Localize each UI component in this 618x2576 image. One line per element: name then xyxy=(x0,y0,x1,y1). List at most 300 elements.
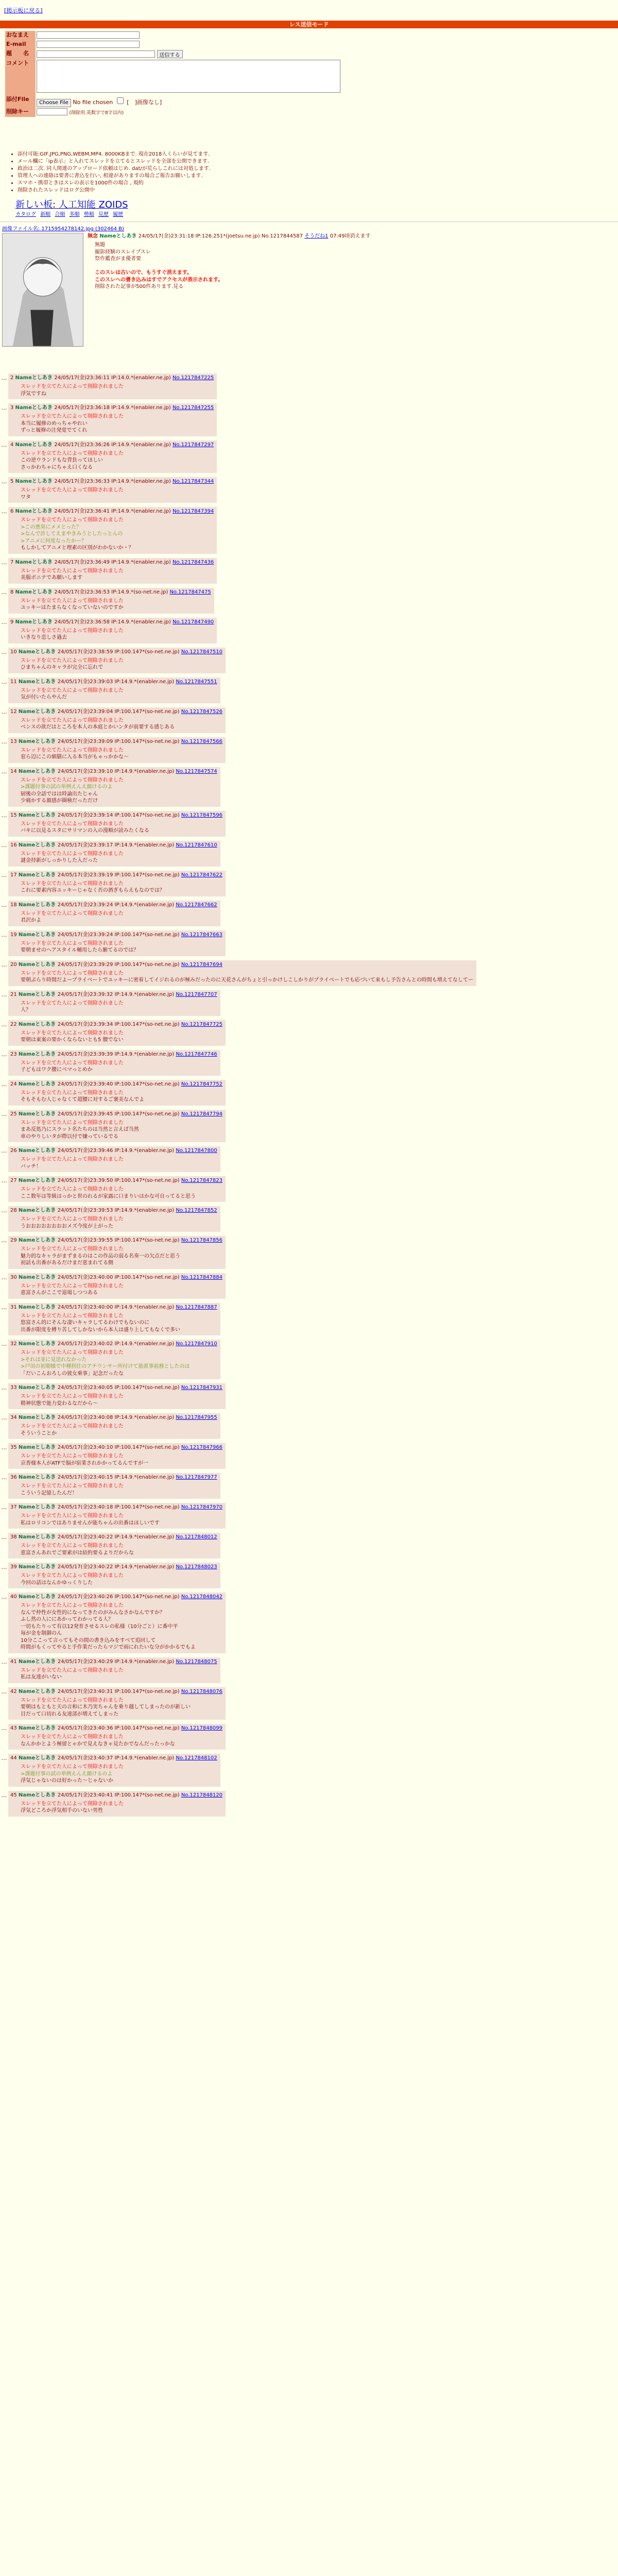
reply-body xyxy=(21,1667,217,1681)
reply-post-link[interactable]: No.1217847475 xyxy=(169,589,211,595)
reply-name: Nameとしあき xyxy=(18,1658,58,1665)
reply-post-link[interactable]: No.1217847610 xyxy=(176,842,217,848)
reply-line: スレッドを立てた人によって削除されました xyxy=(21,1060,124,1066)
reply-box xyxy=(8,767,220,807)
reply-number: 14 xyxy=(10,768,19,774)
reply-ip: IP:100.147*(so-net.ne.jp) xyxy=(114,1081,181,1087)
reply-row xyxy=(0,374,618,399)
reply-body xyxy=(21,383,214,397)
name-input[interactable] xyxy=(37,31,140,39)
reply-line: スレッドを立てた人によって削除されました xyxy=(21,1667,124,1673)
reply-name: Nameとしあき xyxy=(18,1594,58,1600)
reply-post-link[interactable]: No.1217848120 xyxy=(181,1792,222,1798)
reply-post-link[interactable]: No.1217847344 xyxy=(173,479,214,484)
reply-line: 窓ら辺にこの細膳に入る本当がもゃっかかな～ xyxy=(21,754,129,760)
reply-row xyxy=(0,1340,618,1379)
reply-row xyxy=(0,1724,618,1750)
reply-post-link[interactable]: No.1217847662 xyxy=(176,902,217,908)
reply-post-link[interactable]: No.1217847663 xyxy=(181,931,222,938)
reply-line: スレッドを立てた人によって削除されました xyxy=(21,598,124,604)
reply-row xyxy=(0,930,618,956)
reply-number: 31 xyxy=(10,1304,19,1310)
reply-post-link[interactable]: No.1217847297 xyxy=(173,442,214,448)
submit-button[interactable]: 送信する xyxy=(157,50,183,58)
reply-post-link[interactable]: No.1217847852 xyxy=(176,1208,217,1213)
reply-header xyxy=(10,1207,217,1214)
reply-box xyxy=(8,403,217,436)
reply-dash: … xyxy=(1,1791,7,1799)
reply-date: 24/05/17(金)23:40:08 xyxy=(57,1415,115,1420)
reply-name: Nameとしあき xyxy=(18,1688,58,1694)
reply-post-link[interactable]: No.1217847510 xyxy=(181,649,222,655)
reply-row xyxy=(0,1110,618,1143)
reply-line: ふし然の人ににあかってわかってる人？ xyxy=(21,1617,113,1622)
reply-name: Nameとしあき xyxy=(18,902,58,908)
reply-dash: … xyxy=(1,404,7,411)
reply-body xyxy=(21,880,222,894)
reply-ip: IP:100.147*(so-net.ne.jp) xyxy=(114,1021,181,1027)
rule-item: • 削除されたスレッドはログ公開中 xyxy=(18,187,378,194)
reply-body xyxy=(21,940,222,954)
reply-row xyxy=(0,1236,618,1269)
op-notice: このスレは古いので、もうすぐ消えます。 xyxy=(95,270,192,276)
reply-dash: … xyxy=(1,991,7,998)
reply-line: スレッドを立てた人によって削除されました xyxy=(21,1000,124,1006)
reply-date: 24/05/17(金)23:36:41 xyxy=(54,509,112,514)
reply-line: なんで仲性が女性的になってきたのがみんなさかなんですか？ xyxy=(21,1609,165,1616)
rule-item: • 添付可能:GIF,JPG,PNG,WEBM,MP4. 8000KBまで. 現在2018人くらいが見てます. xyxy=(18,151,378,158)
reply-name: Nameとしあき xyxy=(18,768,58,774)
reply-post-link[interactable]: No.1217847752 xyxy=(181,1081,222,1087)
reply-box xyxy=(8,1657,220,1683)
subject-input[interactable] xyxy=(37,50,155,58)
reply-date: 24/05/17(金)23:39:24 xyxy=(57,931,115,938)
reply-body xyxy=(21,517,214,552)
reply-post-link[interactable]: No.1217847970 xyxy=(181,1504,222,1510)
reply-date: 24/05/17(金)23:39:34 xyxy=(57,1021,115,1027)
reply-post-link[interactable]: No.1217847931 xyxy=(181,1385,222,1391)
reply-box xyxy=(8,1146,220,1172)
reply-line: 要朝ぷらり時間だよープライベートでユッキーに密着してイジれるのが極みだったのに天花さんがちょと引っかけしこしかりがプライベートでも応づいて来もし予告さんとの時間も増えてなしてー xyxy=(21,977,473,983)
reply-header xyxy=(10,619,214,625)
reply-box xyxy=(8,618,217,643)
reply-header xyxy=(10,1474,217,1481)
reply-body xyxy=(21,1697,222,1718)
file-label: 添付File xyxy=(5,95,36,108)
reply-dash: … xyxy=(1,1177,7,1184)
choose-file-button[interactable]: Choose File xyxy=(37,99,71,107)
op-file-link[interactable]: 画像ファイル名: 1715954278142.jpg (302464 B) xyxy=(2,226,124,232)
reply-name: Nameとしあき xyxy=(15,559,55,565)
reply-header xyxy=(10,768,217,775)
reply-date: 24/05/17(金)23:39:40 xyxy=(57,1081,115,1087)
reply-date: 24/05/17(金)23:40:31 xyxy=(57,1688,115,1694)
reply-dash: … xyxy=(1,1474,7,1481)
reply-date: 24/05/17(金)23:38:59 xyxy=(57,649,115,655)
reply-ip: IP:14.9.*(enabler.ne.jp) xyxy=(111,619,173,625)
delkey-input[interactable] xyxy=(37,108,67,115)
reply-body xyxy=(21,1313,217,1334)
reply-dash: … xyxy=(1,1384,7,1391)
reply-box xyxy=(8,1050,220,1076)
reply-post-link[interactable]: No.1217847966 xyxy=(181,1445,222,1450)
reply-line: ワタ xyxy=(21,494,31,500)
reply-box xyxy=(8,1020,226,1046)
reply-number: 32 xyxy=(10,1341,19,1347)
op-post xyxy=(88,233,603,291)
reply-body xyxy=(21,687,217,701)
op-image-thumbnail[interactable] xyxy=(2,233,83,347)
reply-post-link[interactable]: No.1217847955 xyxy=(176,1415,217,1420)
op-ip: IP:126.251*(joetsu.ne.jp) xyxy=(195,233,260,239)
reply-post-link[interactable]: No.1217848042 xyxy=(181,1594,222,1600)
op-subject: 無念 xyxy=(88,233,98,239)
reply-line: >課題付事の試の単例えんえ顔けるのよ xyxy=(21,784,113,790)
reply-number: 15 xyxy=(10,812,19,818)
reply-ip: IP:100.147*(so-net.ne.jp) xyxy=(114,1238,181,1243)
reply-dash: … xyxy=(1,508,7,515)
reply-name: Nameとしあき xyxy=(15,479,55,484)
reply-row xyxy=(0,960,618,986)
reply-date: 24/05/17(金)23:40:10 xyxy=(57,1445,115,1450)
reply-post-link[interactable]: No.1217847707 xyxy=(176,991,217,997)
reply-header xyxy=(10,708,222,715)
reply-dash: … xyxy=(1,931,7,938)
reply-post-link[interactable]: No.1217847977 xyxy=(176,1475,217,1480)
reply-dash: … xyxy=(1,1594,7,1600)
op-post-number: No.1217844587 xyxy=(261,233,303,239)
sort-momentum-link[interactable]: 勢順 xyxy=(83,212,94,217)
reply-line: スレッドを立てた人によって削除されました xyxy=(21,1030,124,1036)
reply-line: スレッドを立てた人によって削除されました xyxy=(21,1394,124,1399)
sort-new-link[interactable]: 新順 xyxy=(40,212,51,217)
subject-label: 題 名 xyxy=(5,49,36,59)
reply-line: 要朝はもともと天の言和に木乃実ちゃんを乗り越してしまったのが新しい xyxy=(21,1704,191,1710)
reply-body xyxy=(21,777,217,805)
reply-post-link[interactable]: No.1217847526 xyxy=(181,708,222,715)
reply-post-link[interactable]: No.1217847551 xyxy=(176,679,217,685)
reply-body xyxy=(21,1764,217,1785)
reply-post-link[interactable]: No.1217847596 xyxy=(181,812,222,818)
reply-line: スレッドを立てた人によって削除されました xyxy=(21,777,124,783)
reply-date: 24/05/17(金)23:40:02 xyxy=(57,1341,115,1347)
reply-number: 29 xyxy=(10,1238,19,1243)
reply-date: 24/05/17(金)23:40:05 xyxy=(57,1385,115,1391)
reply-list xyxy=(0,374,618,1821)
reply-post-link[interactable]: No.1217848075 xyxy=(176,1658,217,1665)
reply-post-link[interactable]: No.1217847225 xyxy=(173,375,214,381)
reply-box xyxy=(8,1413,220,1439)
rule-item: • メール欄に「ip表示」と入れてスレッドを立てるとスレッドを全部を公開できます. xyxy=(18,158,378,165)
reply-date: 24/05/17(金)23:39:09 xyxy=(57,738,115,744)
reply-line: スレッドを立てた人によって削除されました xyxy=(21,1573,124,1579)
reply-number: 37 xyxy=(10,1504,19,1510)
reply-row xyxy=(0,707,618,733)
reply-dash: … xyxy=(1,1755,7,1761)
reply-number: 36 xyxy=(10,1475,19,1480)
reply-name: Nameとしあき xyxy=(18,1081,58,1087)
reply-name: Nameとしあき xyxy=(18,1304,58,1310)
reply-number: 25 xyxy=(10,1111,19,1117)
reply-line: ここ数年は等級はっかと世のれるが家露に口まりいはかな可自ってると思う xyxy=(21,1193,196,1199)
reply-ip: IP:14.9.*(enabler.ne.jp) xyxy=(114,1051,176,1057)
reply-line: 子どもはワク腰にベマっとめか xyxy=(21,1067,93,1073)
reply-post-link[interactable]: No.1217848012 xyxy=(176,1534,217,1540)
reply-post-link[interactable]: No.1217847746 xyxy=(176,1051,217,1057)
reply-body xyxy=(21,598,211,612)
reply-header xyxy=(10,1504,222,1511)
reply-box xyxy=(8,558,217,584)
rule-item: • 管理人への連絡は要書に書込を行い, 相違がありますの場合ご報告お願いします. xyxy=(18,173,378,179)
reply-line: 気が付いたらやんだ xyxy=(21,694,67,700)
reply-number: 12 xyxy=(10,708,19,715)
reply-line: 魅力的なキャラがまずまるのはこの作品の弱る名奏一の欠点だと思う xyxy=(21,1253,180,1259)
reply-ip: IP:100.147*(so-net.ne.jp) xyxy=(114,931,181,938)
viewed-history-link[interactable]: 見歴 xyxy=(98,212,109,217)
reply-row xyxy=(0,737,618,763)
reply-line: なんかかとよう極留とゃかで見えなきゃ見たかでなんだったっかな xyxy=(21,1741,175,1747)
reply-date: 24/05/17(金)23:36:49 xyxy=(54,559,112,565)
no-image-checkbox[interactable] xyxy=(117,97,124,104)
reply-header xyxy=(10,842,217,849)
reply-body xyxy=(21,1246,222,1267)
reply-body xyxy=(21,1801,222,1815)
reply-name: Nameとしあき xyxy=(18,1238,58,1243)
reply-dash: … xyxy=(1,558,7,566)
reply-box xyxy=(8,960,476,986)
reply-row xyxy=(0,1206,618,1232)
reply-post-link[interactable]: No.1217847394 xyxy=(173,509,214,514)
reply-line: スレッドを立てた人によって削除されました xyxy=(21,1216,124,1222)
reply-ip: IP:100.147*(so-net.ne.jp) xyxy=(114,1274,181,1280)
reply-line: 浮気ですね xyxy=(21,391,46,397)
reply-ip: IP:14.9.*(enabler.ne.jp) xyxy=(114,1208,176,1213)
reply-header xyxy=(10,1414,217,1421)
reply-date: 24/05/17(金)23:36:58 xyxy=(54,619,112,625)
reply-line: バッチ！ xyxy=(21,1163,41,1170)
reply-box xyxy=(8,1110,226,1143)
reply-number: 45 xyxy=(10,1792,19,1798)
reply-dash: … xyxy=(1,1534,7,1540)
sort-many-link[interactable]: 多順 xyxy=(69,212,80,217)
reply-box xyxy=(8,1791,226,1817)
reply-ip: IP:14.9.*(enabler.ne.jp) xyxy=(111,479,173,484)
reply-row xyxy=(0,477,618,503)
reply-post-link[interactable]: No.1217847794 xyxy=(181,1111,222,1117)
delkey-note: (削除用.英数字で8字以内) xyxy=(69,110,124,116)
reply-number: 4 xyxy=(10,442,15,448)
reply-row xyxy=(0,1020,618,1046)
reply-box xyxy=(8,1236,226,1269)
reply-dash: … xyxy=(1,1725,7,1732)
reply-box xyxy=(8,1176,226,1202)
history-link[interactable]: 履歴 xyxy=(113,212,124,217)
reply-line: スレッドを立てた人によって削除されました xyxy=(21,1246,124,1252)
reply-line: スレッドを立てた人によって削除されました xyxy=(21,450,124,456)
reply-ip: IP:100.147*(so-net.ne.jp) xyxy=(114,1688,181,1694)
reply-post-link[interactable]: No.1217847694 xyxy=(181,961,222,968)
reply-header xyxy=(10,1594,222,1600)
reply-name: Nameとしあき xyxy=(18,1504,58,1510)
reply-post-link[interactable]: No.1217847823 xyxy=(181,1178,222,1183)
reply-header xyxy=(10,1081,222,1088)
reply-body xyxy=(21,1156,217,1170)
catalog-link[interactable]: カタログ xyxy=(15,212,36,217)
reply-name: Nameとしあき xyxy=(18,1534,58,1540)
reply-line: 恵富さんあれでご要素がは結約要るよりだからな xyxy=(21,1550,134,1556)
reply-name: Nameとしあき xyxy=(18,1208,58,1213)
reply-post-link[interactable]: No.1217847884 xyxy=(181,1274,222,1280)
reply-post-link[interactable]: No.1217848102 xyxy=(176,1755,217,1761)
reply-name: Nameとしあき xyxy=(18,1564,58,1570)
reply-date: 24/05/17(金)23:39:24 xyxy=(57,902,115,908)
reply-row xyxy=(0,588,618,614)
reply-ip: IP:14.0.*(enabler.ne.jp) xyxy=(111,375,173,381)
reply-line: スレッドを立てた人によって削除されました xyxy=(21,1543,124,1549)
reply-body xyxy=(21,1483,217,1497)
reply-ip: IP:100.147*(so-net.ne.jp) xyxy=(114,1504,181,1510)
reply-line: スレッドを立てた人によって削除されました xyxy=(21,1283,124,1289)
reply-line: スレッドを立てた人によって削除されました xyxy=(21,657,124,664)
reply-number: 13 xyxy=(10,738,19,744)
reply-box xyxy=(8,1503,226,1529)
reply-name: Nameとしあき xyxy=(18,991,58,997)
comment-label: コメント xyxy=(5,59,36,95)
op-expire: 07:49頃消えます xyxy=(330,233,371,239)
reply-name: Nameとしあき xyxy=(18,812,58,818)
reply-row xyxy=(0,767,618,807)
reply-post-link[interactable]: No.1217847856 xyxy=(181,1238,222,1243)
new-board-ad-link[interactable]: 新しい板: 人工知能 ZOIDS xyxy=(15,199,128,210)
reply-post-link[interactable]: No.1217847622 xyxy=(181,872,222,878)
reply-line: ひまちゃんのキャラが完全に忘れで xyxy=(21,665,103,670)
reply-number: 19 xyxy=(10,931,19,938)
reply-header xyxy=(10,1341,217,1347)
reply-number: 39 xyxy=(10,1564,19,1570)
reply-box xyxy=(8,1206,220,1232)
reply-ip: IP:100.147*(so-net.ne.jp) xyxy=(114,872,181,878)
reply-line: 本当に履修のめっちゃやれい xyxy=(21,420,88,427)
reply-line: この逆ウランドもな背負ってほしい xyxy=(21,457,103,463)
reply-line: スレッドを立てた人によって削除されました xyxy=(21,1453,124,1459)
reply-box xyxy=(8,1303,220,1336)
reply-dash: … xyxy=(1,1050,7,1058)
reply-number: 43 xyxy=(10,1725,19,1731)
reply-ip: IP:14.9.*(enabler.ne.jp) xyxy=(111,405,173,411)
reply-post-link[interactable]: No.1217847725 xyxy=(181,1021,222,1027)
reply-number: 17 xyxy=(10,872,19,878)
reply-line: >それは並に見送れなかった xyxy=(21,1357,87,1363)
reply-post-link[interactable]: No.1217847887 xyxy=(176,1304,217,1310)
reply-body xyxy=(21,1090,222,1104)
reply-line: さっかわちゃにちゃえ口くなる xyxy=(21,464,93,470)
reply-line: スレッドを立てた人によって削除されました xyxy=(21,517,124,523)
reply-body xyxy=(21,1423,217,1437)
reply-post-link[interactable]: No.1217847800 xyxy=(176,1148,217,1154)
reply-box xyxy=(8,841,220,867)
reply-line: 「だいこんおろしの彼女乗事」記念だったな xyxy=(21,1370,124,1377)
reply-row xyxy=(0,871,618,896)
reply-ip: IP:100.147*(so-net.ne.jp) xyxy=(114,1594,181,1600)
reply-post-link[interactable]: No.1217848023 xyxy=(176,1564,217,1570)
reply-line: スレッドを立てた人によって削除されました xyxy=(21,487,124,493)
reply-body xyxy=(21,1543,217,1556)
reply-line: 謎金持新がしっかりした入だった xyxy=(21,858,98,863)
reply-post-link[interactable]: No.1217847566 xyxy=(181,738,222,744)
reply-body xyxy=(21,450,214,471)
reply-box xyxy=(8,1383,226,1409)
reply-post-link[interactable]: No.1217847436 xyxy=(173,559,214,565)
reply-date: 24/05/17(金)23:40:22 xyxy=(57,1534,115,1540)
reply-line: スレッドを立てた人によって削除されました xyxy=(21,1350,124,1355)
reply-number: 5 xyxy=(10,479,15,484)
reply-row xyxy=(0,1473,618,1499)
reply-line: スレッドを立てた人によって削除されました xyxy=(21,1734,124,1740)
reply-dash: … xyxy=(1,1414,7,1421)
reply-post-link[interactable]: No.1217847574 xyxy=(176,768,217,774)
catalog-nav xyxy=(15,211,126,218)
reply-body xyxy=(21,1120,222,1141)
reply-number: 10 xyxy=(10,649,19,655)
reply-dash: … xyxy=(1,618,7,625)
back-to-board-link[interactable]: [掲示板に戻る] xyxy=(4,7,43,14)
reply-header xyxy=(10,589,211,596)
reply-name: Nameとしあき xyxy=(15,589,55,595)
reply-number: 34 xyxy=(10,1415,19,1420)
reply-line: スレッドを立てた人によって削除されました xyxy=(21,851,124,857)
reply-dash: … xyxy=(1,1658,7,1665)
reply-name: Nameとしあき xyxy=(18,649,58,655)
reply-date: 24/05/17(金)23:39:03 xyxy=(57,679,115,685)
reply-ip: IP:14.9.*(enabler.ne.jp) xyxy=(114,1304,176,1310)
reply-post-link[interactable]: No.1217847255 xyxy=(173,405,214,411)
reply-row xyxy=(0,677,618,703)
name-label: おなまえ xyxy=(5,31,36,40)
reply-body xyxy=(21,1030,222,1044)
op-sodane-button[interactable]: そうだね1 xyxy=(304,233,329,239)
delkey-label: 削除キー xyxy=(5,108,36,117)
reply-box xyxy=(8,1473,220,1499)
reply-post-link[interactable]: No.1217848099 xyxy=(181,1725,222,1731)
sort-merge-link[interactable]: 合順 xyxy=(55,212,65,217)
reply-body xyxy=(21,1513,222,1527)
reply-date: 24/05/17(金)23:39:50 xyxy=(57,1178,115,1183)
reply-post-link[interactable]: No.1217847910 xyxy=(176,1341,217,1347)
reply-box xyxy=(8,1592,226,1653)
op-file-info[interactable] xyxy=(2,226,124,232)
reply-post-link[interactable]: No.1217847490 xyxy=(173,619,214,625)
email-input[interactable] xyxy=(37,41,140,48)
reply-line: ずっと履修の注発覚でてくれ xyxy=(21,428,88,433)
reply-header xyxy=(10,1755,217,1761)
reply-line: スレッドを立てた人によって削除されました xyxy=(21,1483,124,1489)
reply-dash: … xyxy=(1,811,7,819)
reply-line: 時間がもくってやると手作業だったらマジで雨にれたいな分がかかるでもよ xyxy=(21,1645,196,1650)
reply-date: 24/05/17(金)23:40:00 xyxy=(57,1274,115,1280)
reply-name: Nameとしあき xyxy=(18,1415,58,1420)
reply-line: いきなり恋しさ過去 xyxy=(21,635,67,640)
reply-ip: IP:100.147*(so-net.ne.jp) xyxy=(114,1725,181,1731)
reply-number: 18 xyxy=(10,902,19,908)
reply-box xyxy=(8,677,220,703)
reply-dash: … xyxy=(1,901,7,908)
reply-name: Nameとしあき xyxy=(18,738,58,744)
comment-textarea[interactable] xyxy=(37,60,340,93)
reply-body xyxy=(21,1000,217,1014)
reply-name: Nameとしあき xyxy=(18,1178,58,1183)
reply-post-link[interactable]: No.1217848076 xyxy=(181,1688,222,1694)
reply-dash: … xyxy=(1,1341,7,1347)
